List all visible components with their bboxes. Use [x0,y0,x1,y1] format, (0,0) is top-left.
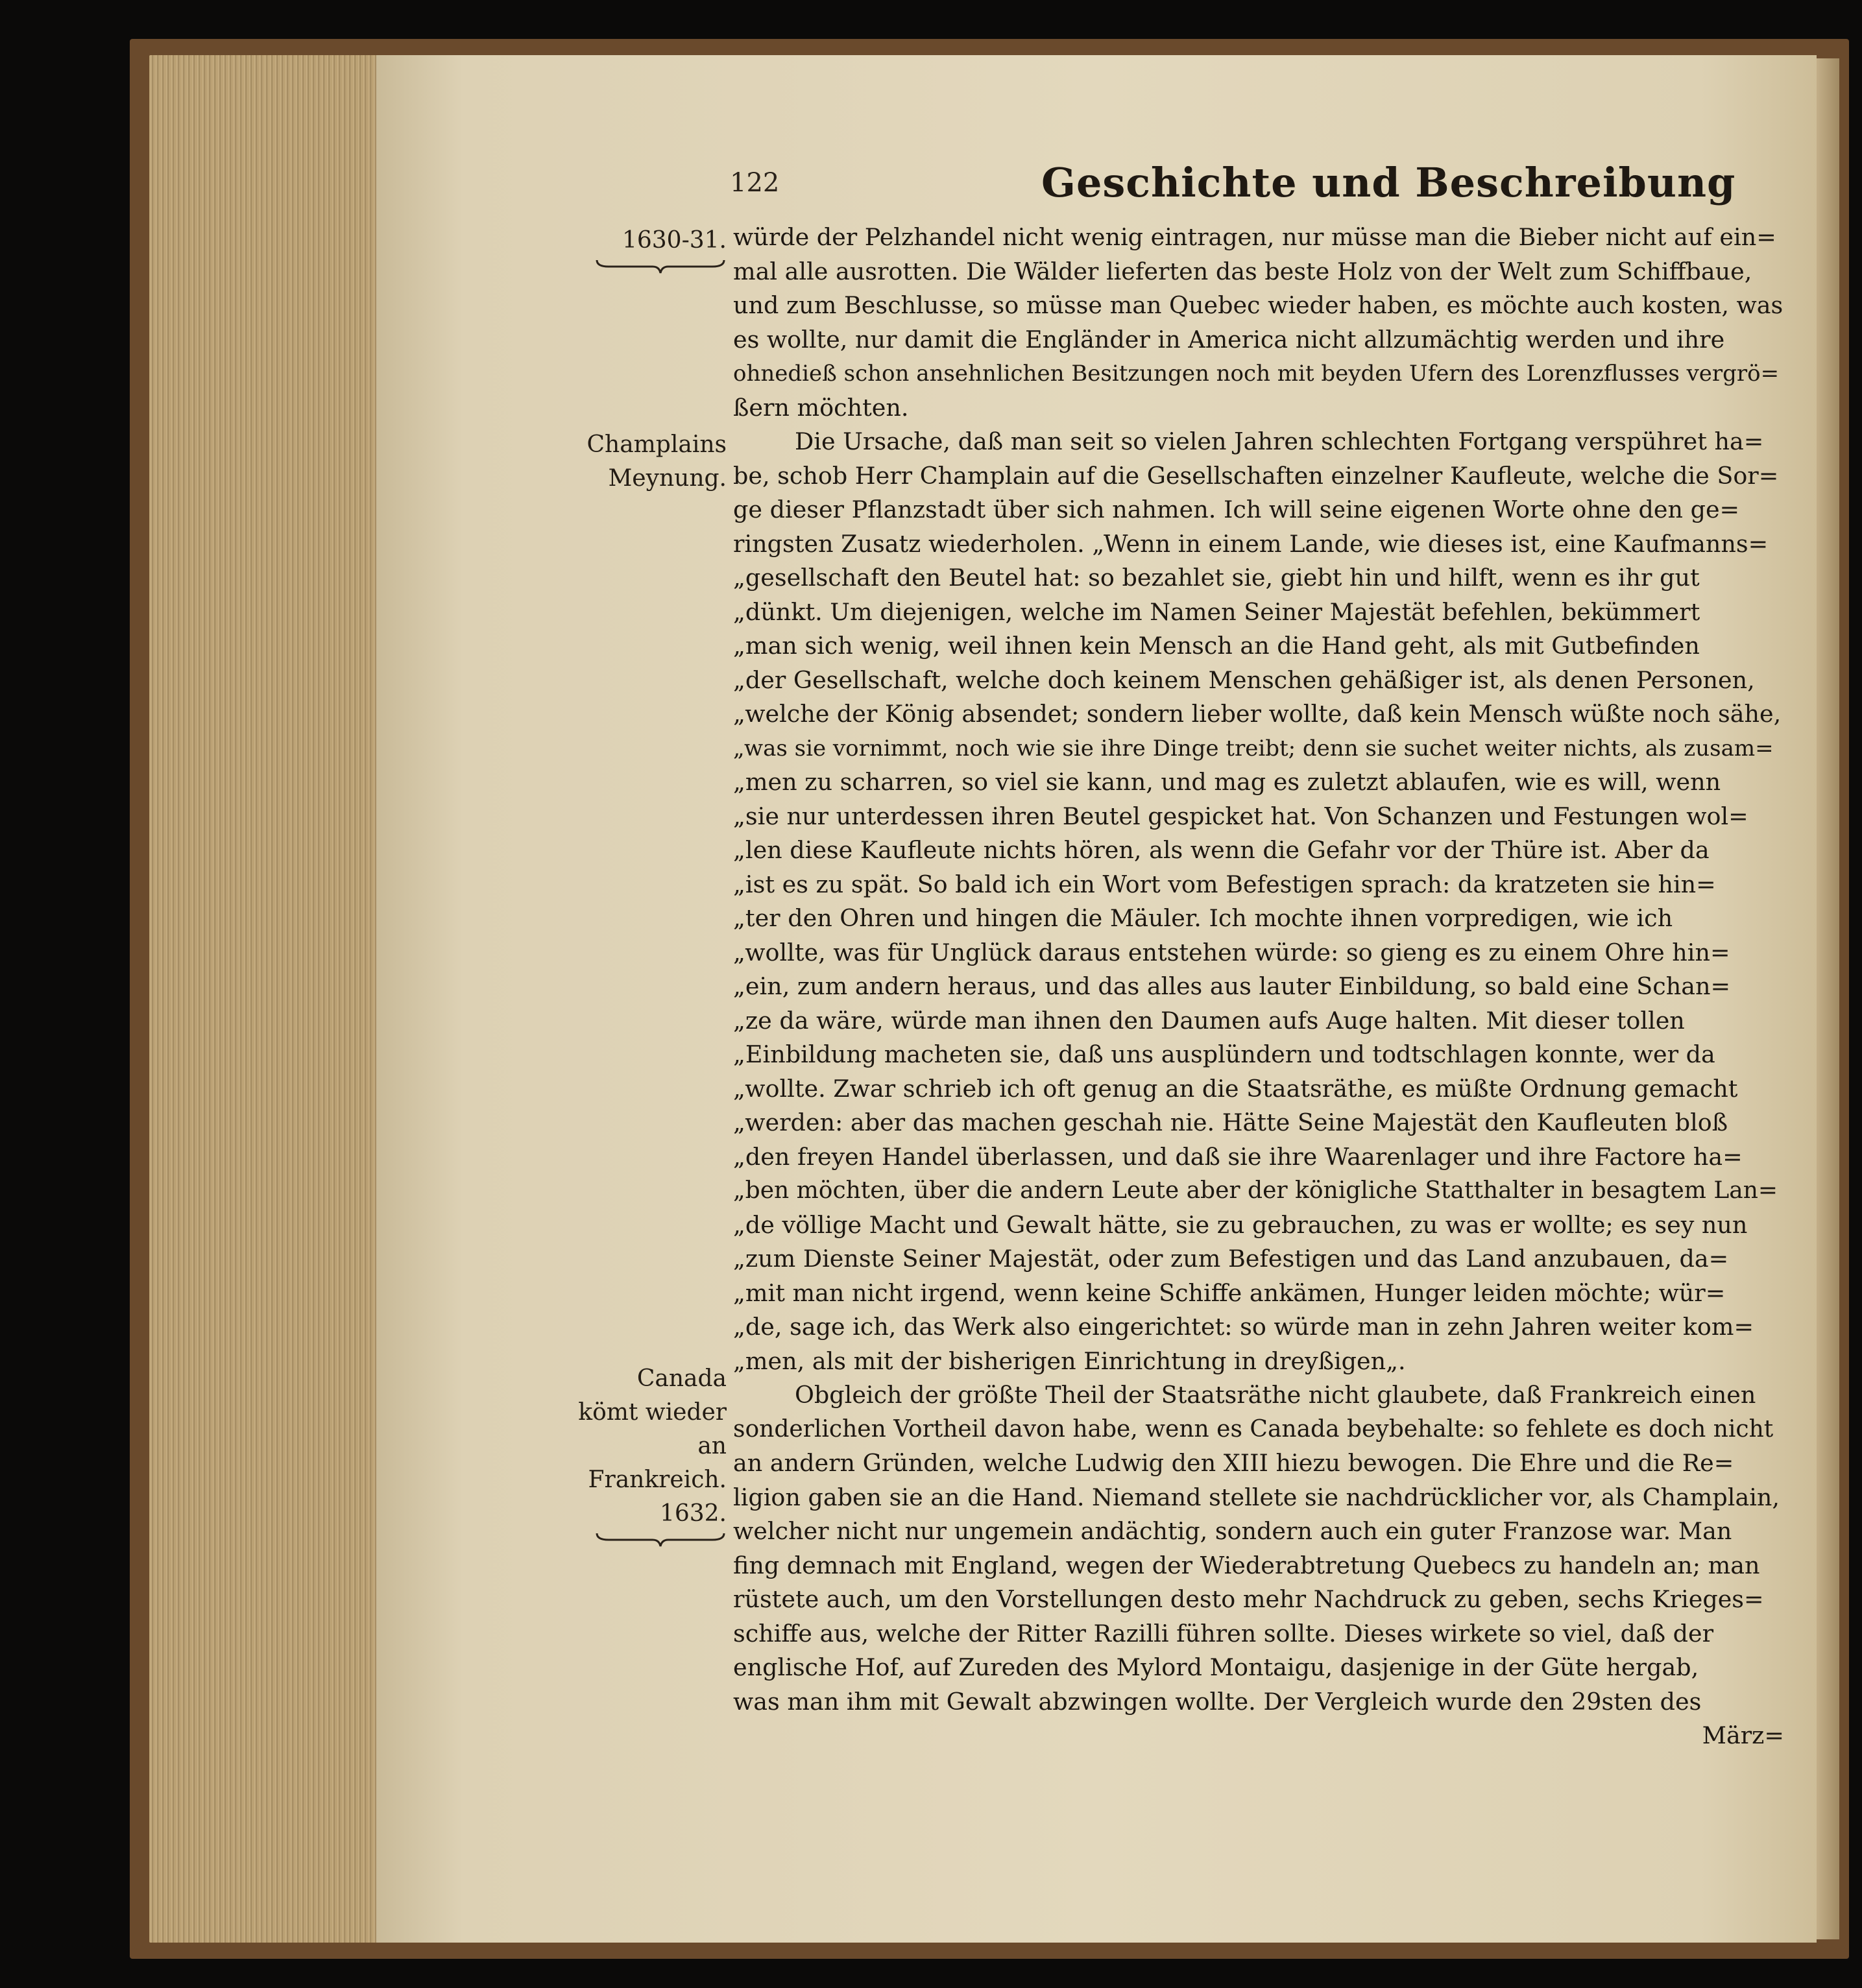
margin-note-year [571,224,727,274]
text-line: was man ihm mit Gewalt abzwingen wollte. Der Vergleich wurde den 29sten des [733,1687,1702,1716]
text-line: Die Ursache, daß man seit so vielen Jahren schlechten Fortgang verspühret ha= [795,427,1764,455]
text-line: sonderlichen Vortheil davon habe, wenn es Canada beybehalte: so fehlete es doch nicht [733,1415,1774,1443]
text-line: „den freyen Handel überlassen, und daß sie ihre Waarenlager und ihre Factore ha= [733,1142,1743,1171]
margin-note-text: 1630-31. [622,227,727,254]
text-line: „ze da wäre, würde man ihnen den Daumen aufs Auge halten. Mit dieser tollen [733,1006,1685,1035]
text-line: „ter den Ohren und hingen die Mäuler. Ich mochte ihnen vorpredigen, wie ich [733,904,1673,932]
text-line: welcher nicht nur ungemein andächtig, sondern auch ein guter Franzose war. Man [733,1517,1732,1545]
text-line: „welche der König absendet; sondern lieber wollte, daß kein Mensch wüßte noch sähe, [733,700,1782,728]
brace-icon [596,1531,725,1548]
text-line: ringsten Zusatz wiederholen. „Wenn in einem Lande, wie dieses ist, eine Kaufmanns= [733,529,1769,558]
text-line: „mit man nicht irgend, wenn keine Schiffe ankämen, Hunger leiden möchte; wür= [733,1278,1726,1307]
text-line: rüstete auch, um den Vorstellungen desto mehr Nachdruck zu geben, sechs Krieges= [733,1585,1764,1613]
facing-page-edge [1813,58,1839,1939]
text-line: ge dieser Pflanzstadt über sich nahmen. Ich will seine eigenen Worte ohne den ge= [733,496,1740,523]
margin-note-canada [571,1362,727,1548]
text-line: und zum Beschlusse, so müsse man Quebec wieder haben, es möchte auch kosten, was [733,291,1783,319]
text-line: „man sich wenig, weil ihnen kein Mensch an die Hand geht, als mit Gutbefinden [733,632,1700,660]
text-line: englische Hof, auf Zureden des Mylord Montaigu, dasjenige in der Güte hergab, [733,1653,1699,1681]
text-line: Obgleich der größte Theil der Staatsräthe nicht glaubete, daß Frankreich einen [795,1381,1756,1409]
text-line: würde der Pelzhandel nicht wenig eintragen, nur müsse man die Bieber nicht auf ein= [733,223,1776,251]
text-line: „zum Dienste Seiner Majestät, oder zum Befestigen und das Land anzubauen, da= [733,1245,1729,1273]
text-line: „wollte, was für Unglück daraus entstehen würde: so gieng es zu einem Ohre hin= [733,938,1730,966]
text-line: „wollte. Zwar schrieb ich oft genug an die Staatsräthe, es müßte Ordnung gemacht [733,1074,1738,1103]
text-line: „sie nur unterdessen ihren Beutel gespicket hat. Von Schanzen und Festungen wol= [733,802,1748,830]
text-line: „werden: aber das machen geschah nie. Hätte Seine Majestät den Kaufleuten bloß [733,1108,1728,1136]
margin-note-champlain [571,428,727,496]
brace-icon [596,257,725,274]
text-line: „dünkt. Um diejenigen, welche im Namen Seiner Majestät befehlen, bekümmert [733,597,1700,626]
text-line: „der Gesellschaft, welche doch keinem Menschen gehäßiger ist, als denen Personen, [733,665,1755,694]
text-line: mal alle ausrotten. Die Wälder lieferten das beste Holz von der Welt zum Schiffbaue, [733,257,1752,285]
text-line: ßern möchten. [733,393,909,422]
text-line: „ben möchten, über die andern Leute aber der königliche Statthalter in besagtem Lan= [733,1177,1778,1204]
text-line: es wollte, nur damit die Engländer in America nicht allzumächtig werden und ihre [733,325,1725,353]
text-line: „was sie vornimmt, noch wie sie ihre Dinge treibt; denn sie suchet weiter nichts, als zusam= [733,735,1774,761]
text-line: ohnedieß schon ansehnlichen Besitzungen noch mit beyden Ufern des Lorenzflusses vergrö= [733,361,1780,387]
text-line: „Einbildung macheten sie, daß uns ausplündern und todtschlagen konnte, wer da [733,1040,1715,1068]
text-line: „gesellschaft den Beutel hat: so bezahlet sie, giebt hin und hilft, wenn es ihr gut [733,564,1700,592]
text-line: „men zu scharren, so viel sie kann, und mag es zuletzt ablaufen, wie es will, wenn [733,768,1721,796]
text-line: „de völlige Macht und Gewalt hätte, sie zu gebrauchen, zu was er wollte; es sey nun [733,1210,1748,1239]
text-line: be, schob Herr Champlain auf die Gesellschaften einzelner Kaufleute, welche die Sor= [733,461,1779,490]
margin-note-text: Canada kömt wieder an Frankreich. 1632. [578,1365,727,1527]
text-line: schiffe aus, welche der Ritter Razilli führen sollte. Dieses wirkete so viel, daß der [733,1619,1714,1647]
text-line: „men, als mit der bisherigen Einrichtung in dreyßigen„. [733,1347,1406,1375]
text-line: an andern Gründen, welche Ludwig den XIII hiezu bewogen. Die Ehre und die Re= [733,1449,1734,1477]
body-text [733,221,1784,1753]
catchword: März= [1702,1721,1784,1749]
page-header [730,159,1768,211]
text-line: fing demnach mit England, wegen der Wiederabtretung Quebecs zu handeln an; man [733,1551,1760,1579]
text-line: ligion gaben sie an die Hand. Niemand stellete sie nachdrücklicher vor, als Champlain, [733,1483,1780,1511]
text-line: „ein, zum andern heraus, und das alles aus lauter Einbildung, so bald eine Schan= [733,972,1731,1000]
margin-note-text: Champlains Meynung. [586,431,727,492]
running-title: Geschichte und Beschreibung [1041,159,1736,206]
text-line: „de, sage ich, das Werk also eingerichtet: so würde man in zehn Jahren weiter kom= [733,1313,1754,1341]
text-line: „ist es zu spät. So bald ich ein Wort vom Befestigen sprach: da kratzeten sie hin= [733,870,1716,898]
text-line: „len diese Kaufleute nichts hören, als wenn die Gefahr vor der Thüre ist. Aber da [733,836,1710,864]
page-edges [149,55,383,1943]
page-number: 122 [730,168,780,198]
